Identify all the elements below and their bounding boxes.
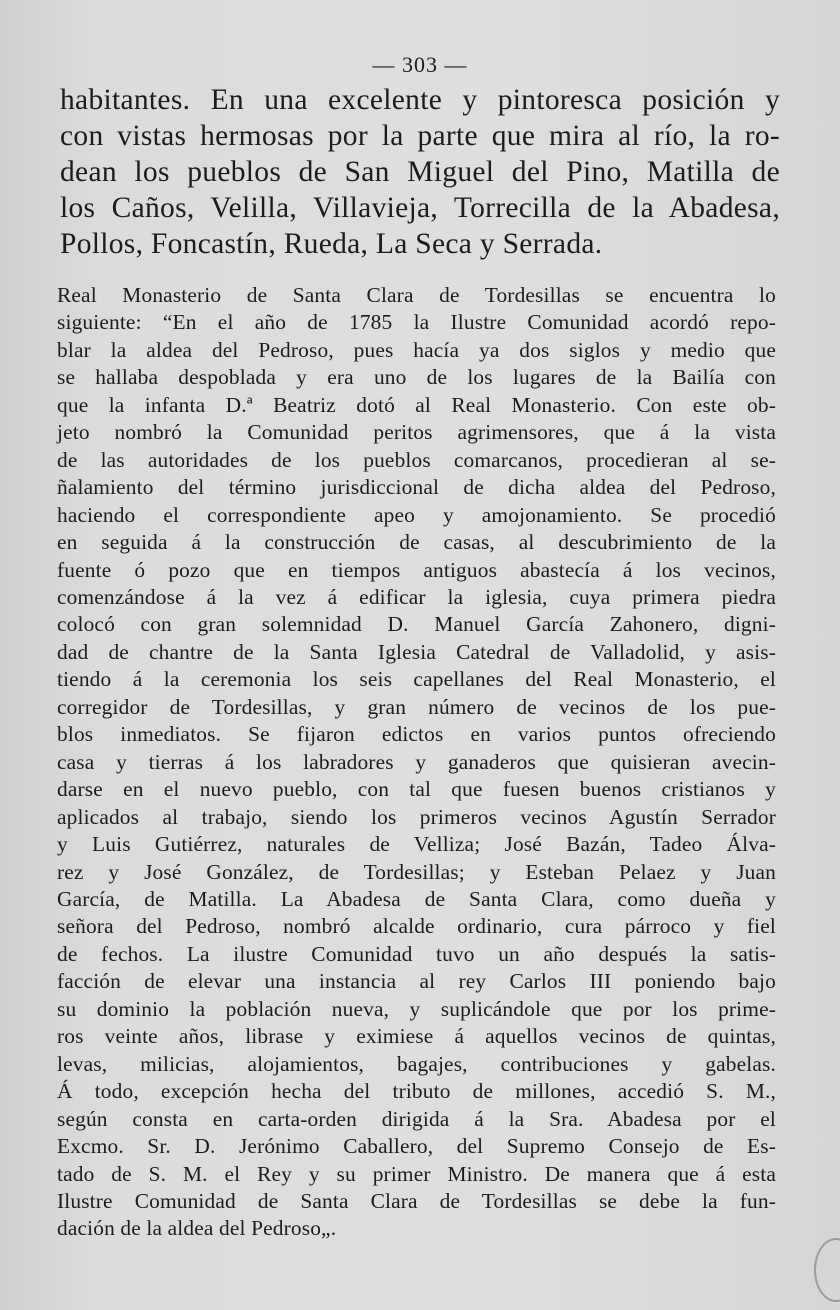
body-line: Ilustre Comunidad de Santa Clara de Tordesillas se debe la fun- xyxy=(57,1188,776,1213)
intro-line: Pollos, Foncastín, Rueda, La Seca y Serrada. xyxy=(60,228,603,260)
library-stamp xyxy=(814,1238,840,1302)
intro-line: con vistas hermosas por la parte que mira al río, la ro- xyxy=(60,120,780,152)
body-line: dación de la aldea del Pedroso„. xyxy=(57,1216,337,1241)
intro-line: habitantes. En una excelente y pintoresca posición y xyxy=(60,84,780,116)
body-line: tado de S. M. el Rey y su primer Ministro. De manera que á esta xyxy=(57,1161,776,1186)
body-line: en seguida á la construcción de casas, al descubrimiento de la xyxy=(57,530,776,555)
body-line: corregidor de Tordesillas, y gran número de vecinos de los pue- xyxy=(57,694,776,719)
intro-paragraph xyxy=(60,82,780,262)
body-line: y Luis Gutiérrez, naturales de Velliza; José Bazán, Tadeo Álva- xyxy=(57,832,776,857)
body-line: ros veinte años, librase y eximiese á aquellos vecinos de quintas, xyxy=(57,1024,776,1049)
body-line: se hallaba despoblada y era uno de los lugares de la Bailía con xyxy=(57,365,776,390)
intro-line: los Caños, Velilla, Villavieja, Torrecilla de la Abadesa, xyxy=(60,192,780,224)
body-line: García, de Matilla. La Abadesa de Santa Clara, como dueña y xyxy=(57,886,776,911)
body-line: fuente ó pozo que en tiempos antiguos abastecía á los vecinos, xyxy=(57,557,776,582)
body-line: levas, milicias, alojamientos, bagajes, contribuciones y gabelas. xyxy=(57,1051,776,1076)
page-number: — 303 — xyxy=(372,52,468,77)
body-line: que la infanta D.ª Beatriz dotó al Real Monasterio. Con este ob- xyxy=(57,392,776,417)
body-paragraph xyxy=(57,282,776,1243)
body-line: colocó con gran solemnidad D. Manuel García Zahonero, digni- xyxy=(57,612,776,637)
intro-line: dean los pueblos de San Miguel del Pino, Matilla de xyxy=(60,156,780,188)
body-line: darse en el nuevo pueblo, con tal que fuesen buenos cristianos y xyxy=(57,777,776,802)
body-line: aplicados al trabajo, siendo los primeros vecinos Agustín Serrador xyxy=(57,804,776,829)
body-line: blos inmediatos. Se fijaron edictos en varios puntos ofreciendo xyxy=(57,722,776,747)
body-line: facción de elevar una instancia al rey Carlos III poniendo bajo xyxy=(57,969,776,994)
body-line: de fechos. La ilustre Comunidad tuvo un año después la satis- xyxy=(57,941,776,966)
body-line: haciendo el correspondiente apeo y amojonamiento. Se procedió xyxy=(57,502,776,527)
body-line: comenzándose á la vez á edificar la iglesia, cuya primera piedra xyxy=(57,584,776,609)
body-line: señora del Pedroso, nombró alcalde ordinario, cura párroco y fiel xyxy=(57,914,776,939)
body-line: Real Monasterio de Santa Clara de Tordesillas se encuentra lo xyxy=(57,283,776,307)
body-line: ñalamiento del término jurisdiccional de dicha aldea del Pedroso, xyxy=(57,475,776,500)
body-line: de las autoridades de los pueblos comarcanos, procedieran al se- xyxy=(57,447,776,472)
body-line: Á todo, excepción hecha del tributo de millones, accedió S. M., xyxy=(57,1079,776,1104)
body-line: jeto nombró la Comunidad peritos agrimensores, que á la vista xyxy=(57,420,776,445)
body-line: siguiente: “En el año de 1785 la Ilustre Comunidad acordó repo- xyxy=(57,310,776,335)
body-line: su dominio la población nueva, y suplicándole que por los prime- xyxy=(57,996,776,1021)
body-line: tiendo á la ceremonia los seis capellanes del Real Monasterio, el xyxy=(57,667,776,692)
body-line: casa y tierras á los labradores y ganaderos que quisieran avecin- xyxy=(57,749,776,774)
body-line: según consta en carta-orden dirigida á la Sra. Abadesa por el xyxy=(57,1106,776,1131)
body-line: dad de chantre de la Santa Iglesia Catedral de Valladolid, y asis- xyxy=(57,639,776,664)
body-line: rez y José González, de Tordesillas; y Esteban Pelaez y Juan xyxy=(57,859,776,884)
body-line: Excmo. Sr. D. Jerónimo Caballero, del Supremo Consejo de Es- xyxy=(57,1134,776,1159)
body-line: blar la aldea del Pedroso, pues hacía ya dos siglos y medio que xyxy=(57,337,776,362)
